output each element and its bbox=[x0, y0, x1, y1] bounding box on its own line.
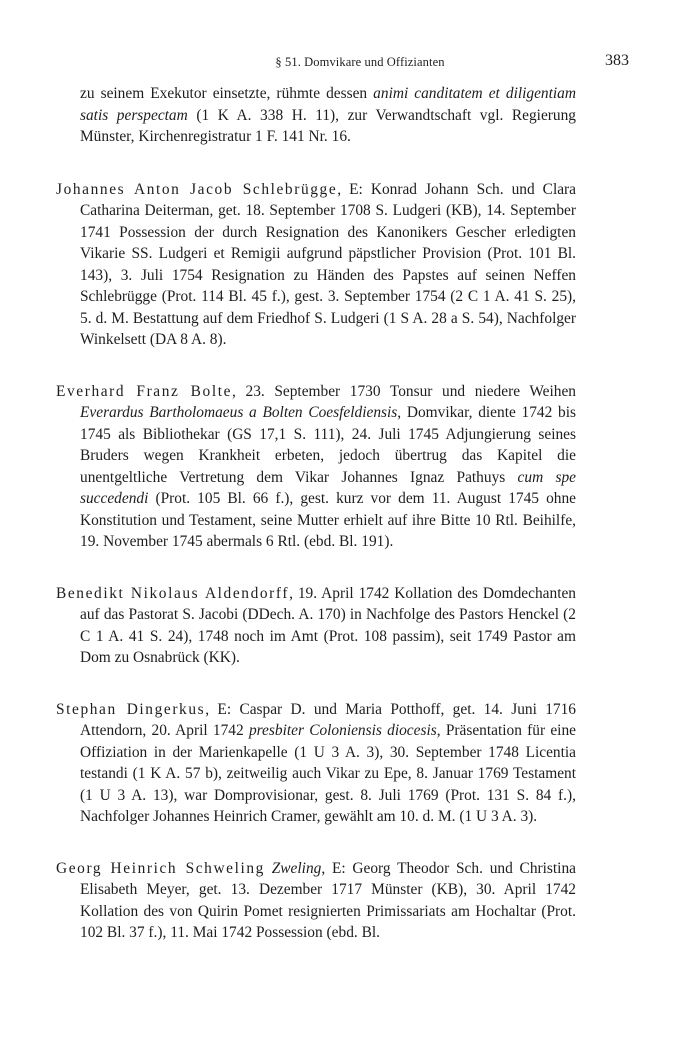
entry-text: , Domvikar, diente 1742 bis 1745 als Bibliothekar (GS 17,1 S. 111), 24. Juli 1745 Adjungierung seines Bruders wegen Krankheit erbeten, jedoch übertrug das Kapitel die unentgeltliche Vertretung dem Vikar Johannes Ignaz Pathuys bbox=[80, 404, 576, 486]
entry-text bbox=[265, 860, 272, 877]
entry-dingerkus bbox=[56, 699, 576, 828]
running-header bbox=[60, 52, 660, 72]
entry-name: Stephan Dingerkus bbox=[56, 700, 206, 718]
entry-name: Johannes Anton Jacob Schlebrügge bbox=[56, 180, 338, 198]
italic-text: animi canditatem et diligentiam satis perspectam bbox=[80, 85, 576, 124]
entry-text: , 19. April 1742 Kollation des Domdechanten auf das Pastorat S. Jacobi (DDech. A. 170) in Nachfolge des Pastors Henckel (2 C 1 A. 41 S. 24), 1748 noch im Amt (Prot. 108 passim), seit 1749 Pastor am Dom zu Osnabrück (KK). bbox=[80, 584, 576, 666]
italic-text: cum spe succedendi bbox=[80, 468, 576, 507]
italic-text: Everardus Bartholomaeus a Bolten Coesfeldiensis bbox=[80, 404, 398, 421]
entry-bolte bbox=[56, 381, 576, 553]
entry-text: , E: Georg Theodor Sch. und Christina Elisabeth Meyer, get. 13. Dezember 1717 Münster (KB), 30. April 1742 Kollation des von Quirin Pomet resignierten Primissariats am Hochaltar (Prot. 102 Bl. 37 f.), 11. Mai 1742 Possession (ebd. Bl. bbox=[80, 859, 576, 941]
entry-schlebruegge bbox=[56, 179, 576, 351]
italic-text: Zweling bbox=[271, 859, 322, 877]
entry-name: Benedikt Nikolaus Aldendorff bbox=[56, 584, 290, 602]
entry-text: , Präsentation für eine Offiziation in der Marienkapelle (1 U 3 A. 3), 30. September 1748 Licentia testandi (1 K A. 57 b), zeitweilig auch Vikar zu Epe, 8. Januar 1769 Testament (1 U 3 A. 13), war Domprovisionar, gest. 8. Juli 1769 (Prot. 131 S. 84 f.), Nachfolger Johannes Heinrich Cramer, gewählt am 10. d. M. (1 U 3 A. 3). bbox=[80, 722, 576, 825]
page-number: 383 bbox=[605, 52, 629, 69]
entry-name: Everhard Franz Bolte bbox=[56, 382, 233, 400]
entry-schweling bbox=[56, 858, 576, 944]
body-text bbox=[56, 83, 576, 944]
entry-name: Georg Heinrich Schweling bbox=[56, 859, 265, 877]
running-title: § 51. Domvikare und Offizianten bbox=[275, 55, 445, 69]
entry-continuation bbox=[56, 83, 576, 148]
entry-text: , 23. September 1730 Tonsur und niedere Weihen bbox=[232, 382, 576, 400]
entry-text: zu seinem Exekutor einsetzte, rühmte dessen bbox=[80, 85, 374, 102]
entry-aldendorff bbox=[56, 583, 576, 669]
entry-text: , E: Caspar D. und Maria Potthoff, get. 14. Juni 1716 Attendorn, 20. April 1742 bbox=[80, 700, 577, 739]
italic-text: presbiter Coloniensis diocesis bbox=[248, 722, 437, 739]
entry-text: , E: Konrad Johann Sch. und Clara Catharina Deiterman, get. 18. September 1708 S. Ludgeri (KB), 14. September 1741 Possession der durch Resignation des Kanonikers Gescher erledigten Vikarie SS. Ludgeri et Remigii aufgrund päpstlicher Provision (Prot. 101 Bl. 143), 3. Juli 1754 Resignation zu Händen des Papstes auf seinen Neffen Schlebrügge (Prot. 114 Bl. 45 f.), gest. 3. September 1754 (2 C 1 A. 41 S. 25), 5. d. M. Bestattung auf dem Friedhof S. Ludgeri (1 S A. 28 a S. 54), Nachfolger Winkelsett (DA 8 A. 8). bbox=[80, 180, 577, 348]
entry-text: (Prot. 105 Bl. 66 f.), gest. kurz vor dem 11. August 1745 ohne Konstitution und Testament, seine Mutter erhielt auf ihre Bitte 10 Rtl. Beihilfe, 19. November 1745 abermals 6 Rtl. (ebd. Bl. 191). bbox=[80, 490, 576, 550]
entry-text: (1 K A. 338 H. 11), zur Verwandtschaft vgl. Regierung Münster, Kirchenregistratur 1 F. 141 Nr. 16. bbox=[80, 106, 576, 145]
